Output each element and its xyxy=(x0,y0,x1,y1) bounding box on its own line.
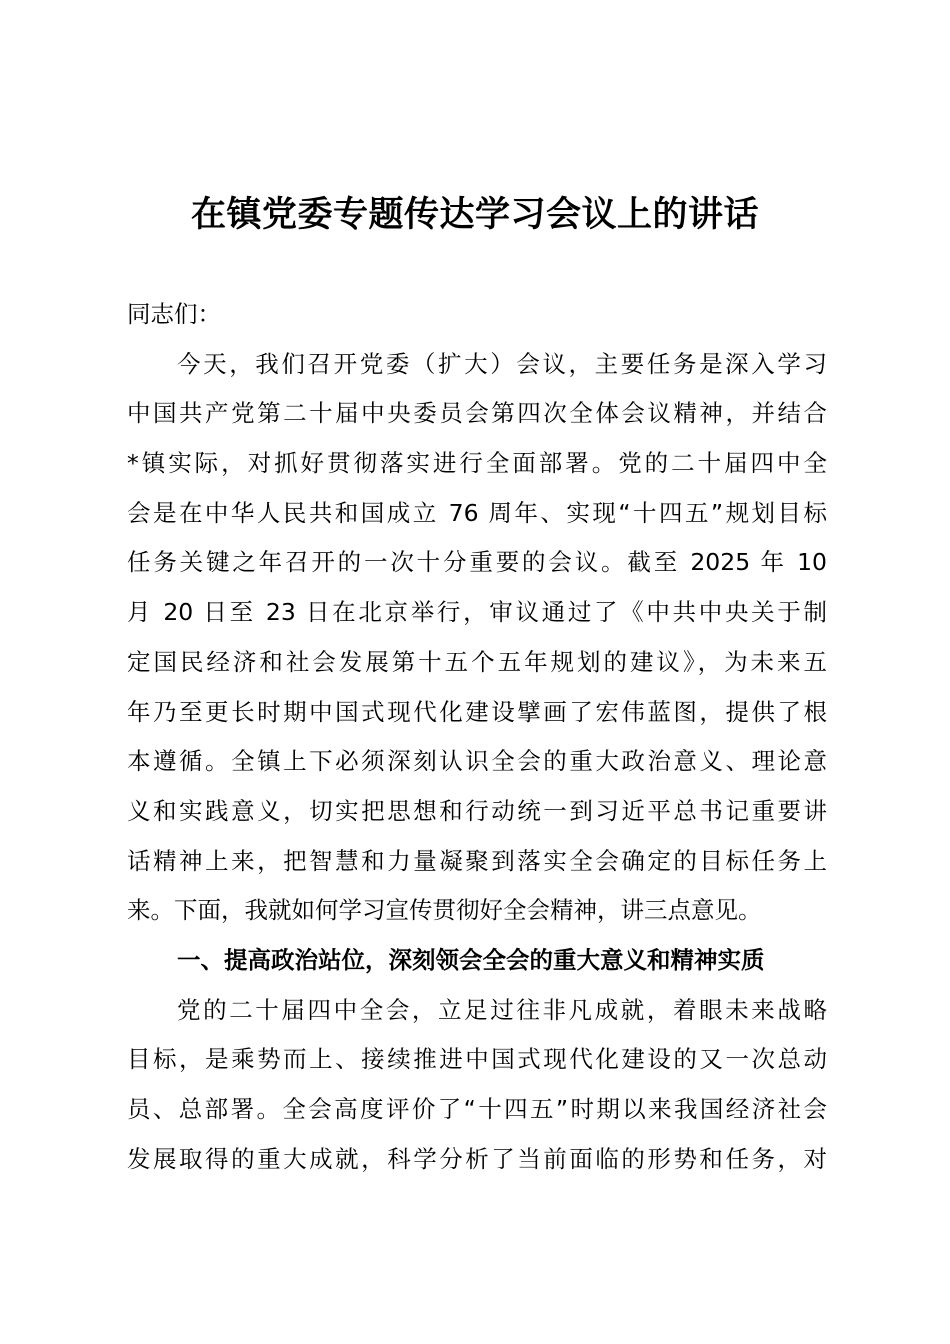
paragraph-line: 话精神上来，把智慧和力量凝聚到落实全会确定的目标任务上 xyxy=(127,846,827,875)
paragraph-line: 月 20 日至 23 日在北京举行，审议通过了《中共中央关于制 xyxy=(127,598,827,627)
paragraph-line: 员、总部署。全会高度评价了“十四五”时期以来我国经济社会 xyxy=(127,1095,827,1123)
paragraph-line: 会是在中华人民共和国成立 76 周年、实现“十四五”规划目标 xyxy=(127,498,827,527)
paragraph-line: 发展取得的重大成就，科学分析了当前面临的形势和任务，对 xyxy=(127,1144,827,1173)
paragraph-line: 定国民经济和社会发展第十五个五年规划的建议》，为未来五 xyxy=(127,647,827,676)
paragraph-line: 任务关键之年召开的一次十分重要的会议。截至 2025 年 10 xyxy=(127,548,827,577)
paragraph-line: 义和实践意义，切实把思想和行动统一到习近平总书记重要讲 xyxy=(127,796,827,825)
document-title: 在镇党委专题传达学习会议上的讲话 xyxy=(190,194,759,235)
paragraph-1 xyxy=(127,340,827,936)
paragraph-line: 今天，我们召开党委（扩大）会议，主要任务是深入学习 xyxy=(177,349,827,378)
paragraph-line: 党的二十届四中全会，立足过往非凡成就，着眼未来战略 xyxy=(177,995,827,1024)
paragraph-2 xyxy=(127,986,827,1185)
paragraph-line: 中国共产党第二十届中央委员会第四次全体会议精神，并结合 xyxy=(127,399,827,428)
paragraph-line: 年乃至更长时期中国式现代化建设擘画了宏伟蓝图，提供了根 xyxy=(127,697,827,726)
document-body xyxy=(127,290,827,1184)
section-heading-1: 一、提高政治站位，深刻领会全会的重大意义和精神实质 xyxy=(177,945,765,974)
paragraph-line: 目标，是乘势而上、接续推进中国式现代化建设的又一次总动 xyxy=(127,1045,827,1074)
salutation: 同志们： xyxy=(127,300,221,328)
paragraph-line: *镇实际，对抓好贯彻落实进行全面部署。党的二十届四中全 xyxy=(127,449,827,478)
paragraph-line: 来。下面，我就如何学习宣传贯彻好全会精神，讲三点意见。 xyxy=(127,896,762,925)
paragraph-line: 本遵循。全镇上下必须深刻认识全会的重大政治意义、理论意 xyxy=(127,747,827,776)
